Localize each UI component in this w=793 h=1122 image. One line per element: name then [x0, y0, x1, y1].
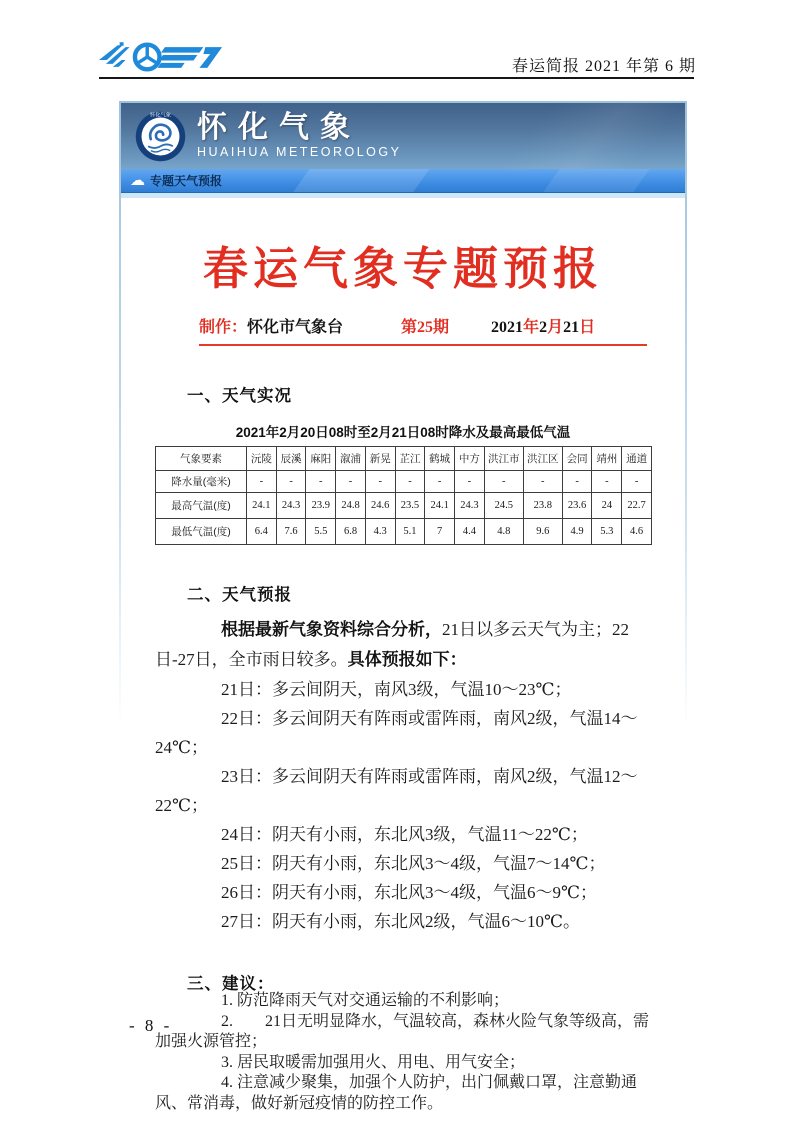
table-row [156, 493, 652, 519]
weather-table-caption: 2021年2月20日08时至2月21日08时降水及最高最低气温 [235, 425, 571, 440]
masthead-banner [121, 103, 685, 169]
header-divider [99, 77, 694, 79]
column-header: 洪江市 [484, 447, 523, 471]
column-header: 洪江区 [523, 447, 562, 471]
org-names [197, 113, 401, 159]
table-cell: 9.6 [523, 519, 562, 545]
table-cell: - [247, 471, 277, 493]
ribbon-label: 专题天气预报 [150, 174, 223, 188]
svg-text:怀化气象: 怀化气象 [149, 112, 172, 119]
table-row [156, 519, 652, 545]
table-header-row [156, 447, 652, 471]
table-cell: 4.9 [562, 519, 592, 545]
suggestion-line: 4. 注意减少聚集，加强个人防护，出门佩戴口罩，注意勤通风、常消毒，做好新冠疫情的防控工作。 [155, 1074, 638, 1112]
meteorological-news-logo-icon [98, 40, 226, 76]
table-cell: 24 [592, 493, 622, 519]
forecast-intro-bold: 根据最新气象资料综合分析， [221, 620, 442, 639]
huaihua-meteorology-seal-icon [134, 110, 187, 163]
column-header: 靖州 [592, 447, 622, 471]
suggestions-list [121, 991, 685, 1114]
topic-ribbon [121, 169, 685, 193]
column-header: 辰溪 [276, 447, 306, 471]
table-cell: - [484, 471, 523, 493]
column-header: 会同 [562, 447, 592, 471]
table-cell: 4.8 [484, 519, 523, 545]
journal-issue-title: 春运简报 2021 年第 6 期 [511, 58, 696, 75]
section3-heading: 三、建议： [187, 975, 275, 993]
table-cell: - [562, 471, 592, 493]
daily-forecast-list [121, 675, 685, 936]
page-number: - 8 - [129, 1016, 173, 1035]
table-cell: 7.6 [276, 519, 306, 545]
table-cell: 24.1 [425, 493, 455, 519]
forecast-line: 23日：多云间阴天有阵雨或雷阵雨，南风2级，气温12～22℃； [155, 767, 638, 815]
weather-observation-table [155, 446, 652, 545]
document-content [121, 240, 685, 1114]
table-cell: 24.3 [455, 493, 485, 519]
date-day-unit: 日 [579, 319, 596, 336]
producer [199, 314, 343, 337]
producer-label: 制作： [199, 319, 248, 336]
forecast-line: 22日：多云间阴天有阵雨或雷阵雨，南风2级，气温14～24℃； [155, 709, 638, 757]
row-header: 降水量(毫米) [156, 471, 247, 493]
table-cell: - [365, 471, 395, 493]
column-header: 麻阳 [306, 447, 336, 471]
table-cell: 24.6 [365, 493, 395, 519]
bulletin-title: 春运气象专题预报 [202, 244, 603, 294]
ribbon-decoration [293, 169, 430, 193]
table-cell: 7 [425, 519, 455, 545]
forecast-line: 24日：阴天有小雨，东北风3级，气温11～22℃； [221, 825, 588, 844]
suggestion-line: 1. 防范降雨天气对交通运输的不利影响； [221, 992, 510, 1009]
table-cell: - [306, 471, 336, 493]
table-cell: 5.3 [592, 519, 622, 545]
date-year: 2021 [491, 319, 524, 336]
banner-underline-strip [121, 193, 685, 198]
table-cell: - [622, 471, 652, 493]
table-cell: 4.3 [365, 519, 395, 545]
row-header: 最低气温(度) [156, 519, 247, 545]
column-header: 鹤城 [425, 447, 455, 471]
issue-number: 第25期 [401, 319, 450, 336]
table-cell: 24.1 [247, 493, 277, 519]
table-cell: 23.8 [523, 493, 562, 519]
table-row [156, 471, 652, 493]
org-name-english: HUAIHUA METEOROLOGY [197, 145, 402, 159]
table-cell: 6.8 [336, 519, 366, 545]
column-header: 芷江 [395, 447, 425, 471]
suggestion-line: 2. 21日无明显降水，气温较高，森林火险气象等级高，需加强火源管控； [155, 1012, 650, 1050]
column-header: 气象要素 [156, 447, 247, 471]
forecast-intro-bold2: 具体预报如下： [347, 650, 467, 669]
table-cell: 23.6 [562, 493, 592, 519]
suggestion-line: 3. 居民取暖需加强用火、用电、用气安全； [221, 1053, 526, 1071]
column-header: 溆浦 [336, 447, 366, 471]
table-cell: 4.4 [455, 519, 485, 545]
table-cell: 23.9 [306, 493, 336, 519]
forecast-intro-text: 21日以多云天气为主；22日-27日，全市雨日较多。 [155, 620, 629, 669]
table-cell: 24.5 [484, 493, 523, 519]
banner-decoration [443, 103, 685, 169]
table-cell: - [425, 471, 455, 493]
date-year-unit: 年 [523, 319, 540, 336]
bulletin-document [119, 101, 687, 1116]
producer-name: 怀化市气象台 [247, 319, 344, 336]
section1-heading: 一、天气实况 [187, 387, 292, 405]
forecast-line: 26日：阴天有小雨，东北风3～4级，气温6～9℃； [221, 883, 598, 902]
table-cell: 24.8 [336, 493, 366, 519]
ribbon-decoration [543, 169, 650, 193]
column-header: 新晃 [365, 447, 395, 471]
bulletin-meta [199, 314, 647, 346]
forecast-line: 21日：多云间阴天，南风3级，气温10～23℃； [221, 680, 572, 699]
forecast-line: 25日：阴天有小雨，东北风3～4级，气温7～14℃； [221, 854, 606, 873]
table-cell: - [336, 471, 366, 493]
forecast-intro [155, 615, 651, 675]
table-cell: - [455, 471, 485, 493]
table-cell: - [395, 471, 425, 493]
date-day: 21 [563, 319, 580, 336]
forecast-line: 27日：阴天有小雨，东北风2级，气温6～10℃。 [221, 912, 581, 931]
table-cell: 4.6 [622, 519, 652, 545]
org-name-chinese: 怀化气象 [197, 111, 361, 144]
column-header: 通道 [622, 447, 652, 471]
table-cell: - [276, 471, 306, 493]
table-cell: 5.5 [306, 519, 336, 545]
table-cell: - [523, 471, 562, 493]
table-cell: 6.4 [247, 519, 277, 545]
section2-heading: 二、天气预报 [187, 586, 292, 604]
issue-date [491, 314, 595, 337]
table-cell: 22.7 [622, 493, 652, 519]
table-cell: 5.1 [395, 519, 425, 545]
table-cell: - [592, 471, 622, 493]
table-cell: 24.3 [276, 493, 306, 519]
page-header [0, 0, 793, 80]
date-month-unit: 月 [547, 319, 564, 336]
column-header: 沅陵 [247, 447, 277, 471]
cloud-icon: ☁ [130, 171, 145, 189]
column-header: 中方 [455, 447, 485, 471]
date-month: 2 [539, 319, 548, 336]
row-header: 最高气温(度) [156, 493, 247, 519]
table-cell: 23.5 [395, 493, 425, 519]
